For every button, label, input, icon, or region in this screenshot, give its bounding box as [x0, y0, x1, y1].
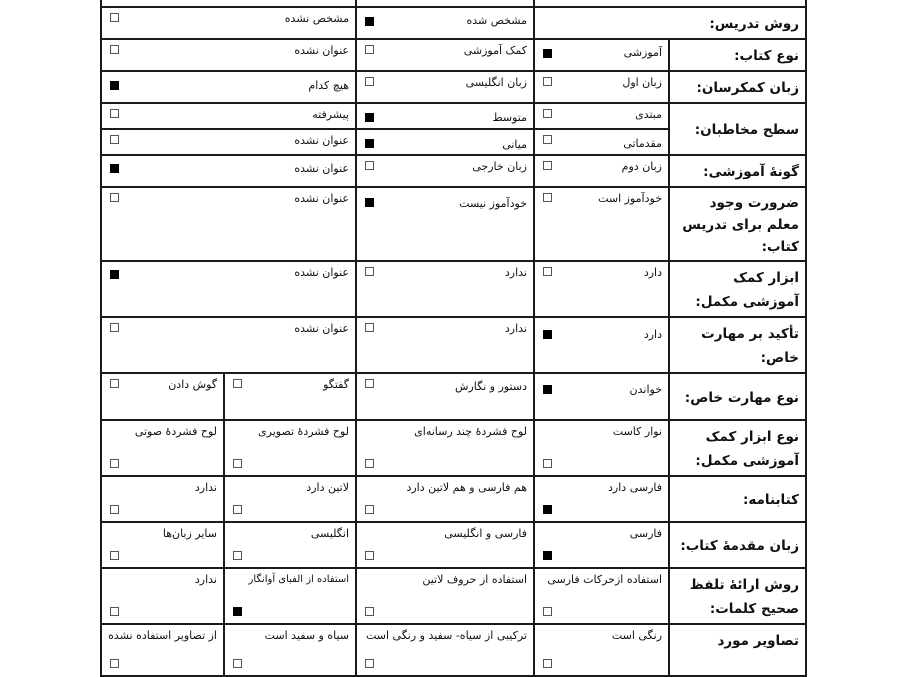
- option-second-language[interactable]: زبان دوم: [534, 155, 669, 187]
- option-other-languages[interactable]: سایر زبان‌ها: [101, 522, 224, 568]
- checkbox[interactable]: [233, 459, 242, 468]
- option-persian[interactable]: فارسی دارد: [534, 476, 669, 522]
- checkbox[interactable]: [110, 379, 119, 388]
- checkbox[interactable]: [543, 607, 552, 616]
- option-not-specified[interactable]: مشخص نشده: [101, 7, 356, 39]
- checkbox[interactable]: [110, 323, 119, 332]
- checkbox-checked[interactable]: [233, 607, 242, 616]
- checkbox[interactable]: [365, 77, 374, 86]
- option-english[interactable]: زبان انگلیسی: [356, 71, 534, 103]
- option-latin[interactable]: لاتین دارد: [224, 476, 356, 522]
- option-has[interactable]: دارد: [534, 317, 669, 373]
- checkbox[interactable]: [110, 607, 119, 616]
- label-images: تصاویر مورد: [669, 624, 806, 676]
- checkbox[interactable]: [365, 607, 374, 616]
- option-not-mentioned[interactable]: عنوان نشده: [101, 39, 356, 71]
- option-has[interactable]: دارد: [534, 261, 669, 317]
- form-row-top-label: [534, 0, 806, 7]
- option-persian-and-latin[interactable]: هم فارسی و هم لاتین دارد: [356, 476, 534, 522]
- option-not-mentioned[interactable]: عنوان نشده: [101, 317, 356, 373]
- checkbox[interactable]: [543, 267, 552, 276]
- checkbox[interactable]: [233, 379, 242, 388]
- checkbox[interactable]: [543, 135, 552, 144]
- checkbox[interactable]: [110, 135, 119, 144]
- option-persian[interactable]: فارسی: [534, 522, 669, 568]
- option-intermediate[interactable]: متوسط: [356, 103, 534, 129]
- checkbox[interactable]: [365, 505, 374, 514]
- label-tool-type: نوع ابزار کمک آموزشی مکمل:: [669, 420, 806, 476]
- option-middle[interactable]: میانی: [356, 129, 534, 155]
- option-no-images[interactable]: از تصاویر استفاده نشده: [101, 624, 224, 676]
- label-skill-emphasis: تأکید بر مهارت خاص:: [669, 317, 806, 373]
- option-not-mentioned[interactable]: عنوان نشده: [101, 129, 356, 155]
- checkbox-checked[interactable]: [543, 505, 552, 514]
- option-has-not[interactable]: ندارد: [356, 261, 534, 317]
- checkbox[interactable]: [543, 459, 552, 468]
- checkbox-checked[interactable]: [110, 164, 119, 173]
- option-has-not[interactable]: ندارد: [356, 317, 534, 373]
- checkbox-checked[interactable]: [543, 385, 552, 394]
- option-audio-cd[interactable]: لوح فشردهٔ صوتی: [101, 420, 224, 476]
- checkbox[interactable]: [110, 659, 119, 668]
- option-phonetic-alphabet[interactable]: استفاده از الفبای آوانگار: [224, 568, 356, 624]
- option-specified[interactable]: مشخص شده: [356, 7, 534, 39]
- option-black-white[interactable]: سیاه و سفید است: [224, 624, 356, 676]
- option-none[interactable]: هیچ کدام: [101, 71, 356, 103]
- checkbox[interactable]: [233, 505, 242, 514]
- option-cassette[interactable]: نوار کاست: [534, 420, 669, 476]
- checkbox[interactable]: [365, 45, 374, 54]
- label-teaching-method: روش تدریس:: [534, 7, 806, 39]
- option-elementary[interactable]: مقدماتی: [534, 129, 669, 155]
- checkbox-checked[interactable]: [543, 330, 552, 339]
- label-teacher-necessity: ضرورت وجود معلم برای تدریس کتاب:: [669, 187, 806, 261]
- checkbox[interactable]: [543, 109, 552, 118]
- option-not-self-study[interactable]: خودآموز نیست: [356, 187, 534, 261]
- checkbox[interactable]: [233, 551, 242, 560]
- checkbox-checked[interactable]: [365, 198, 374, 207]
- option-foreign-language[interactable]: زبان خارجی: [356, 155, 534, 187]
- option-beginner[interactable]: مبتدی: [534, 103, 669, 129]
- option-multimedia-cd[interactable]: لوح فشردهٔ چند رسانه‌ای: [356, 420, 534, 476]
- checkbox-checked[interactable]: [110, 270, 119, 279]
- option-mixed[interactable]: ترکیبی از سیاه- سفید و رنگی است: [356, 624, 534, 676]
- option-not-mentioned[interactable]: عنوان نشده: [101, 155, 356, 187]
- checkbox[interactable]: [233, 659, 242, 668]
- option-grammar-writing[interactable]: دستور و نگارش: [356, 373, 534, 420]
- label-pronunciation-method: روش ارائهٔ تلفظ صحیح کلمات:: [669, 568, 806, 624]
- option-educational[interactable]: آموزشی: [534, 39, 669, 71]
- checkbox[interactable]: [110, 193, 119, 202]
- option-english[interactable]: انگلیسی: [224, 522, 356, 568]
- checkbox-checked[interactable]: [110, 81, 119, 90]
- checkbox[interactable]: [365, 379, 374, 388]
- checkbox[interactable]: [365, 267, 374, 276]
- option-listening[interactable]: گوش دادن: [101, 373, 224, 420]
- label-helper-language: زبان کمکرسان:: [669, 71, 806, 103]
- checkbox-checked[interactable]: [543, 49, 552, 58]
- checkbox[interactable]: [110, 551, 119, 560]
- checkbox[interactable]: [543, 77, 552, 86]
- checkbox[interactable]: [110, 45, 119, 54]
- form-cell: [356, 0, 534, 7]
- checkbox[interactable]: [543, 161, 552, 170]
- label-learning-type: گونهٔ آموزشی:: [669, 155, 806, 187]
- checkbox[interactable]: [365, 551, 374, 560]
- label-book-type: نوع کتاب:: [669, 39, 806, 71]
- label-intro-language: زبان مقدمهٔ کتاب:: [669, 522, 806, 568]
- option-persian-english[interactable]: فارسی و انگلیسی: [356, 522, 534, 568]
- checkbox[interactable]: [110, 459, 119, 468]
- checkbox-checked[interactable]: [543, 551, 552, 560]
- option-conversation[interactable]: گفتگو: [224, 373, 356, 420]
- option-first-language[interactable]: زبان اول: [534, 71, 669, 103]
- checkbox[interactable]: [365, 459, 374, 468]
- option-reading[interactable]: خواندن: [534, 373, 669, 420]
- option-persian-diacritics[interactable]: استفاده ازحرکات فارسی: [534, 568, 669, 624]
- option-self-study[interactable]: خودآموز است: [534, 187, 669, 261]
- option-supplementary[interactable]: کمک آموزشی: [356, 39, 534, 71]
- checkbox[interactable]: [110, 13, 119, 22]
- option-latin-letters[interactable]: استفاده از حروف لاتین: [356, 568, 534, 624]
- option-video-cd[interactable]: لوح فشردهٔ تصویری: [224, 420, 356, 476]
- checkbox-checked[interactable]: [365, 17, 374, 26]
- checkbox[interactable]: [543, 193, 552, 202]
- checkbox-checked[interactable]: [365, 139, 374, 148]
- checkbox-checked[interactable]: [365, 113, 374, 122]
- label-bibliography: کتابنامه:: [669, 476, 806, 522]
- option-not-mentioned[interactable]: عنوان نشده: [101, 261, 356, 317]
- checkbox[interactable]: [365, 659, 374, 668]
- option-none[interactable]: ندارد: [101, 476, 224, 522]
- book-evaluation-form: [100, 0, 807, 677]
- label-audience-level: سطح مخاطبان:: [669, 103, 806, 155]
- label-supplementary-tools: ابزار کمک آموزشی مکمل:: [669, 261, 806, 317]
- option-advanced[interactable]: پیشرفته: [101, 103, 356, 129]
- label-skill-type: نوع مهارت خاص:: [669, 373, 806, 420]
- option-not-mentioned[interactable]: عنوان نشده: [101, 187, 356, 261]
- option-color[interactable]: رنگی است: [534, 624, 669, 676]
- checkbox[interactable]: [365, 161, 374, 170]
- checkbox[interactable]: [365, 323, 374, 332]
- checkbox[interactable]: [543, 659, 552, 668]
- checkbox[interactable]: [110, 505, 119, 514]
- form-cell: [101, 0, 356, 7]
- option-none[interactable]: ندارد: [101, 568, 224, 624]
- checkbox[interactable]: [110, 109, 119, 118]
